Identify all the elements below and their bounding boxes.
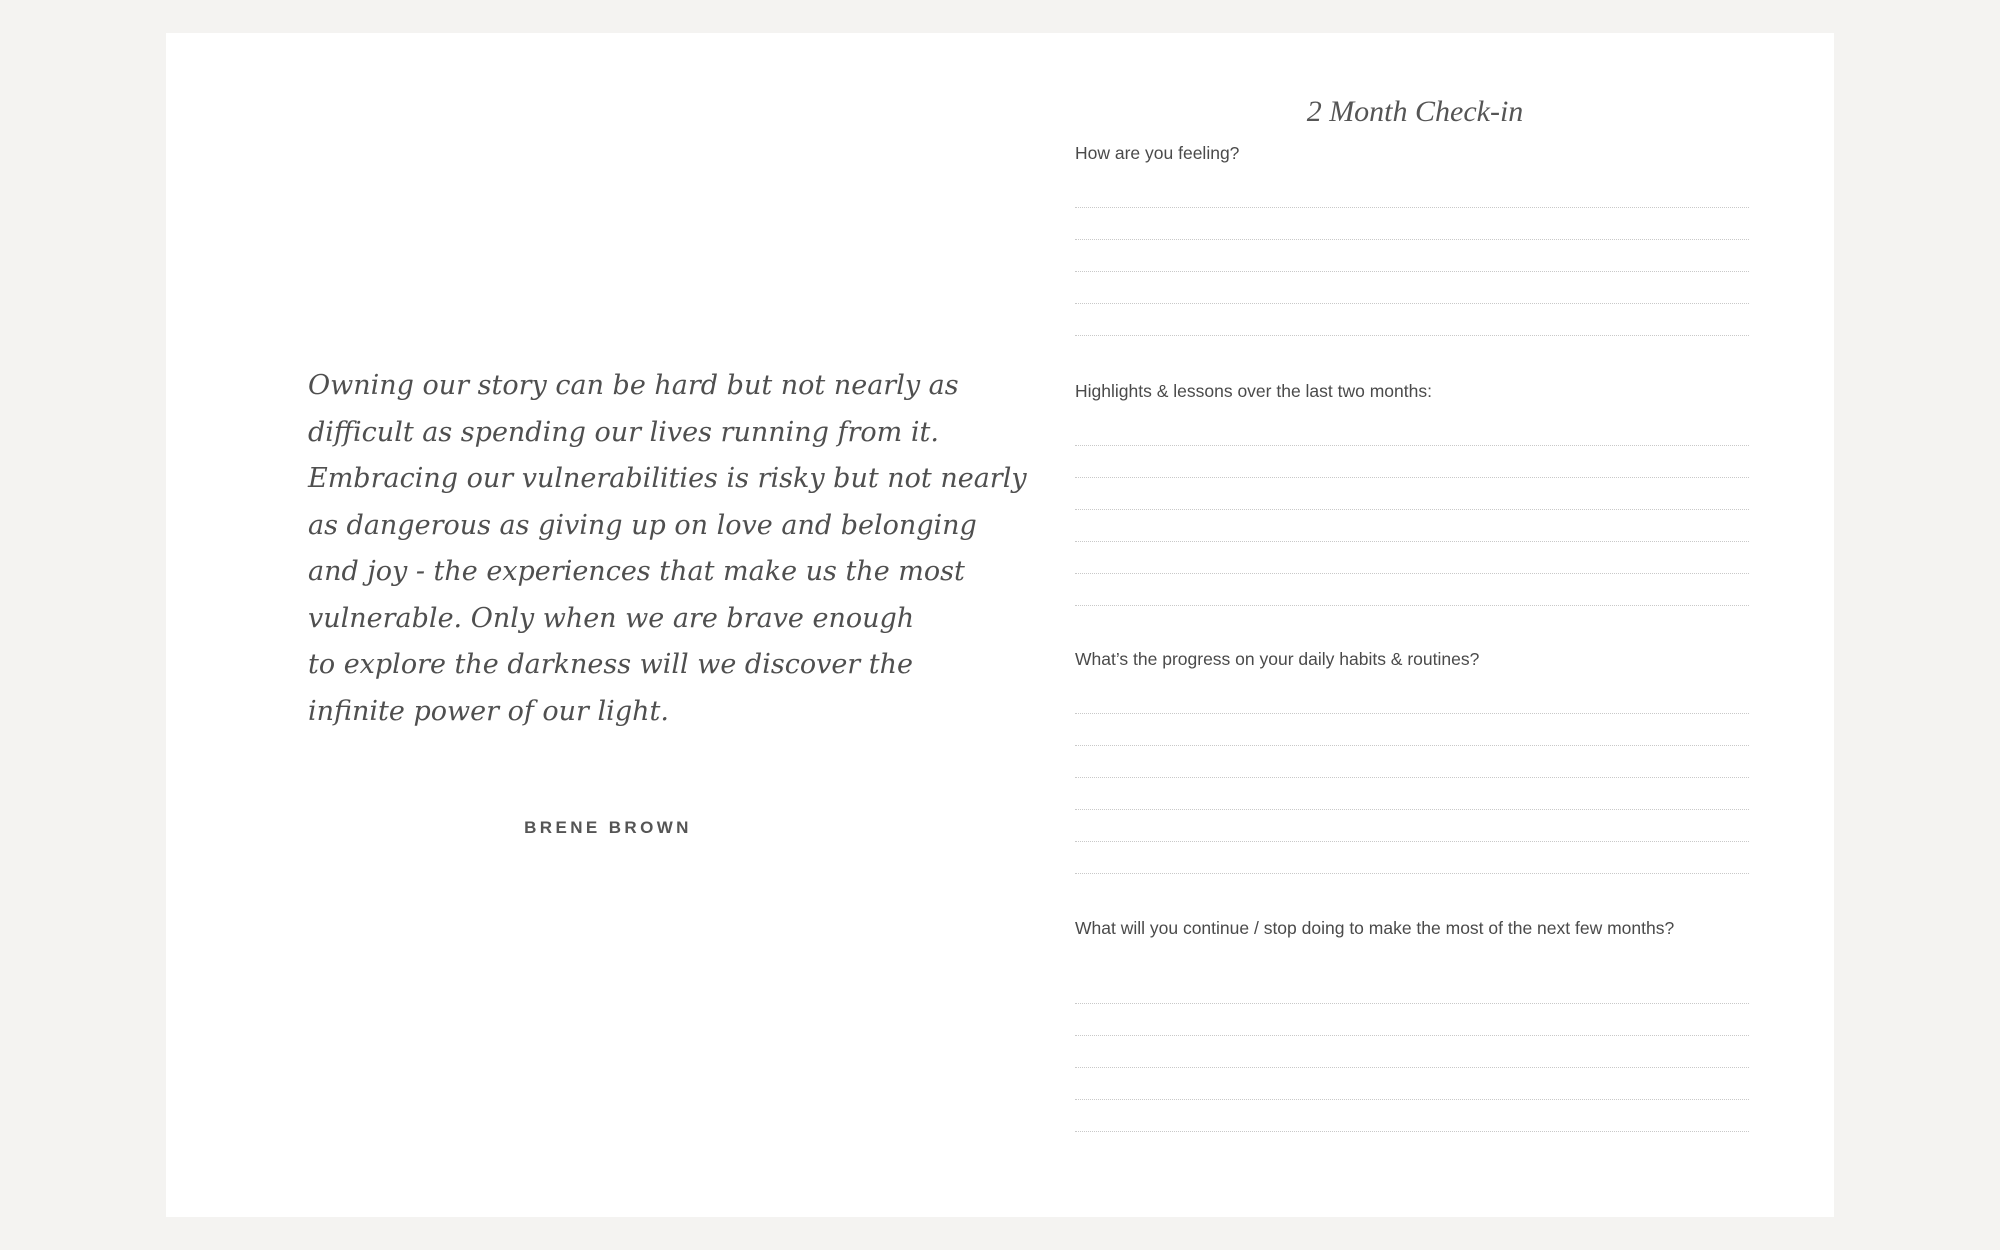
quote-line: difficult as spending our lives running from it. [308,416,939,448]
quote-line: Owning our story can be hard but not nearly as [308,370,959,401]
writing-line[interactable] [1075,1099,1749,1100]
quote-line: and joy - the experiences that make us the most [308,556,965,587]
section-prompt: Highlights & lessons over the last two months: [1075,381,1432,401]
checkin-section-habits [1075,648,1749,670]
quote-line: as dangerous as giving up on love and belonging [308,509,977,541]
quote-line: vulnerable. Only when we are brave enough [308,602,915,634]
quote-author: BRENE BROWN [524,818,692,837]
quote-line: Embracing our vulnerabilities is risky but not nearly [308,463,1027,494]
journal-spread [166,33,1834,1217]
writing-line[interactable] [1075,1131,1749,1132]
quote-line: to explore the darkness will we discover the [308,649,914,680]
writing-line[interactable] [1075,777,1749,778]
writing-line[interactable] [1075,509,1749,510]
writing-line[interactable] [1075,713,1749,714]
checkin-section-feeling [1075,142,1749,164]
writing-line[interactable] [1075,573,1749,574]
quote-text [308,363,1027,735]
writing-line[interactable] [1075,1003,1749,1004]
writing-line[interactable] [1075,809,1749,810]
writing-line[interactable] [1075,1067,1749,1068]
writing-line[interactable] [1075,841,1749,842]
writing-line[interactable] [1075,605,1749,606]
writing-line[interactable] [1075,335,1749,336]
writing-line[interactable] [1075,445,1749,446]
writing-line[interactable] [1075,239,1749,240]
section-prompt: What will you continue / stop doing to make the most of the next few months? [1075,918,1675,938]
writing-line[interactable] [1075,271,1749,272]
page-title: 2 Month Check-in [1306,95,1524,128]
quote-line: infinite power of our light. [308,695,669,727]
writing-line[interactable] [1075,541,1749,542]
section-prompt: What’s the progress on your daily habits & routines? [1075,649,1480,669]
writing-line[interactable] [1075,1035,1749,1036]
section-prompt: How are you feeling? [1075,143,1240,163]
checkin-section-continue-stop [1075,917,1749,939]
writing-line[interactable] [1075,745,1749,746]
writing-line[interactable] [1075,477,1749,478]
checkin-section-highlights [1075,380,1749,402]
writing-line[interactable] [1075,207,1749,208]
writing-line[interactable] [1075,303,1749,304]
writing-line[interactable] [1075,873,1749,874]
